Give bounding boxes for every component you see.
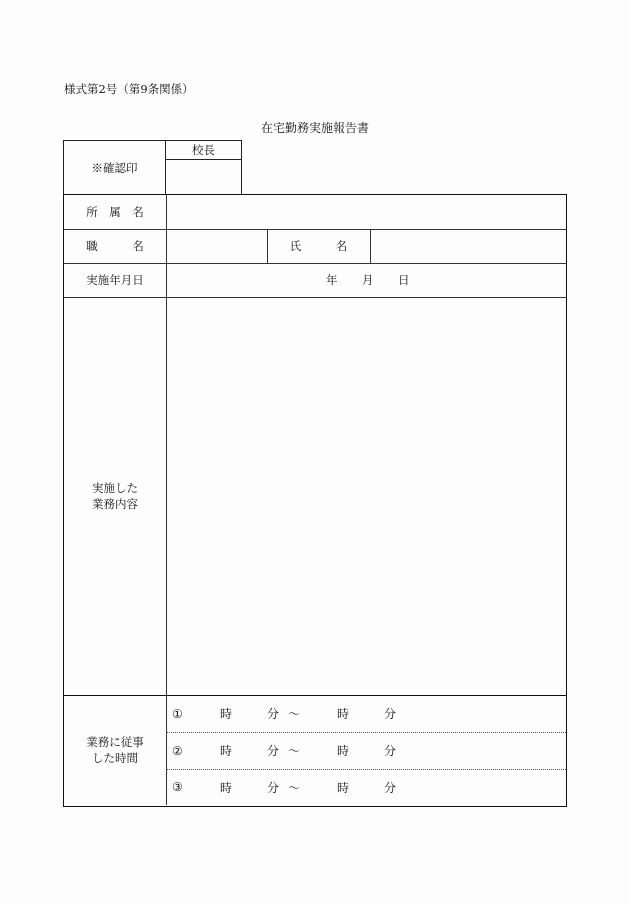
time-row-minute: 分 <box>267 780 280 795</box>
time-row-hour: 時 <box>220 707 233 721</box>
time-row-3[interactable] <box>167 769 566 805</box>
time-row-hour2: 時 <box>337 744 350 758</box>
department-label: 所 属 名 <box>86 205 144 219</box>
time-row-num: ② <box>172 743 183 758</box>
hours-label-line2: した時間 <box>92 751 138 765</box>
approval-label: ※確認印 <box>64 141 166 194</box>
time-row-hour2: 時 <box>337 707 350 721</box>
time-row-num: ③ <box>172 780 183 794</box>
time-row-minute: 分 <box>267 744 280 758</box>
time-row-2[interactable] <box>167 732 566 769</box>
date-day: 日 <box>398 273 410 287</box>
time-row-hour: 時 <box>220 780 233 795</box>
form-number-label: 様式第2号（第9条関係） <box>64 82 194 96</box>
time-row-minute2: 分 <box>384 780 397 795</box>
department-field[interactable] <box>166 195 566 229</box>
time-row-tilde: 〜 <box>288 780 301 795</box>
report-table <box>63 194 567 807</box>
date-label: 実施年月日 <box>86 273 144 287</box>
content-field[interactable] <box>166 297 566 695</box>
name-field[interactable] <box>370 229 566 263</box>
time-row-num: ① <box>172 706 183 721</box>
content-label-line1: 実施した <box>92 481 138 495</box>
time-row-tilde: 〜 <box>288 744 301 758</box>
date-field[interactable] <box>166 263 566 297</box>
date-year: 年 <box>326 273 338 287</box>
content-label-line2: 業務内容 <box>92 497 138 511</box>
approval-stamp-box <box>63 140 242 195</box>
time-row-tilde: 〜 <box>288 707 301 721</box>
hours-label <box>64 695 166 805</box>
document-title: 在宅勤務実施報告書 <box>260 121 369 135</box>
time-row-hour2: 時 <box>337 780 350 795</box>
content-label <box>64 297 166 695</box>
date-month: 月 <box>362 273 374 287</box>
position-field[interactable] <box>166 229 267 263</box>
time-row-hour: 時 <box>220 744 233 758</box>
time-row-minute: 分 <box>267 707 280 721</box>
time-row-1[interactable] <box>167 695 566 732</box>
hours-label-line1: 業務に従事 <box>86 735 144 749</box>
time-row-minute2: 分 <box>384 744 397 758</box>
position-label: 職 名 <box>86 239 144 253</box>
name-label: 氏 名 <box>289 239 348 253</box>
principal-label: 校長 <box>166 141 241 160</box>
time-row-minute2: 分 <box>384 707 397 721</box>
